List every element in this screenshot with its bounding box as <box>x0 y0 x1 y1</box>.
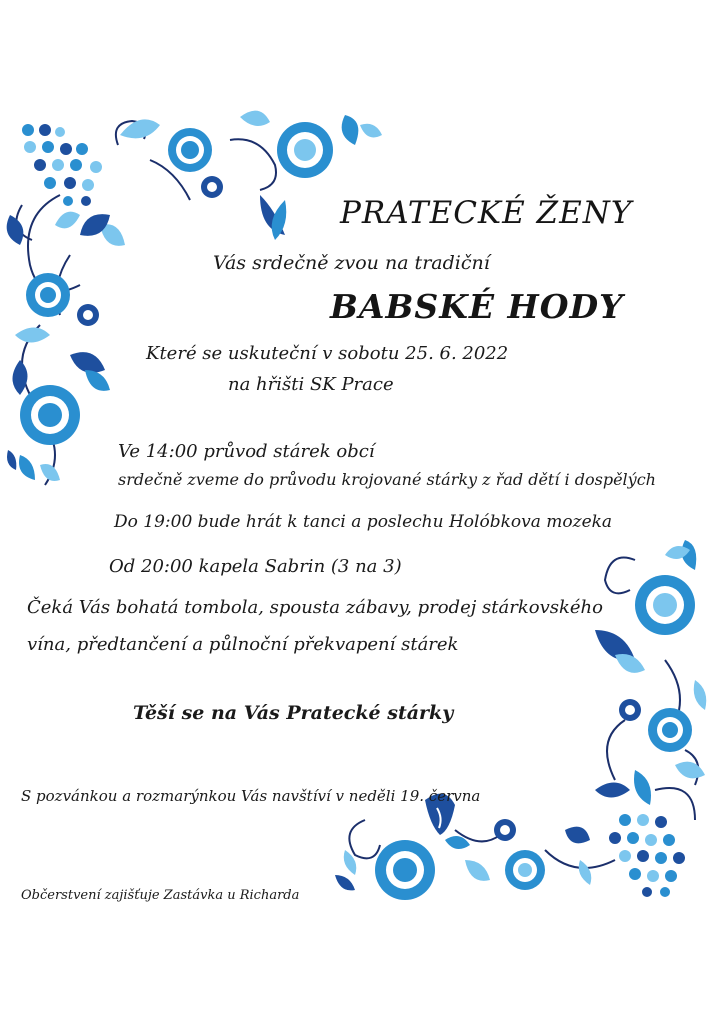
program-item: Ve 14:00 průvod stárek obcí <box>118 441 375 462</box>
event-name: BABSKÉ HODY <box>330 287 624 326</box>
visit-note: S pozvánkou a rozmarýnkou Vás navštíví v neděli 19. června <box>21 787 481 805</box>
highlights-line: Čeká Vás bohatá tombola, spousta zábavy, prodej stárkovského <box>27 597 603 618</box>
program-item: Od 20:00 kapela Sabrin (3 na 3) <box>109 556 402 577</box>
event-place-line: na hřišti SK Prace <box>228 374 394 395</box>
program-item: srdečně zveme do průvodu krojované stárky z řad dětí i dospělých <box>118 470 656 489</box>
event-date-line: Které se uskuteční v sobotu 25. 6. 2022 <box>146 343 509 364</box>
invitation-title: PRATECKÉ ŽENY <box>340 195 633 231</box>
invite-line: Vás srdečně zvou na tradiční <box>213 252 490 274</box>
highlights-line: vína, předtančení a půlnoční překvapení stárek <box>27 634 459 655</box>
program-item: Do 19:00 bude hrát k tanci a poslechu Holóbkova mozeka <box>114 512 613 532</box>
refreshments-note: Občerstvení zajišťuje Zastávka u Richarda <box>21 888 300 903</box>
closing-line: Těší se na Vás Pratecké stárky <box>133 702 454 724</box>
